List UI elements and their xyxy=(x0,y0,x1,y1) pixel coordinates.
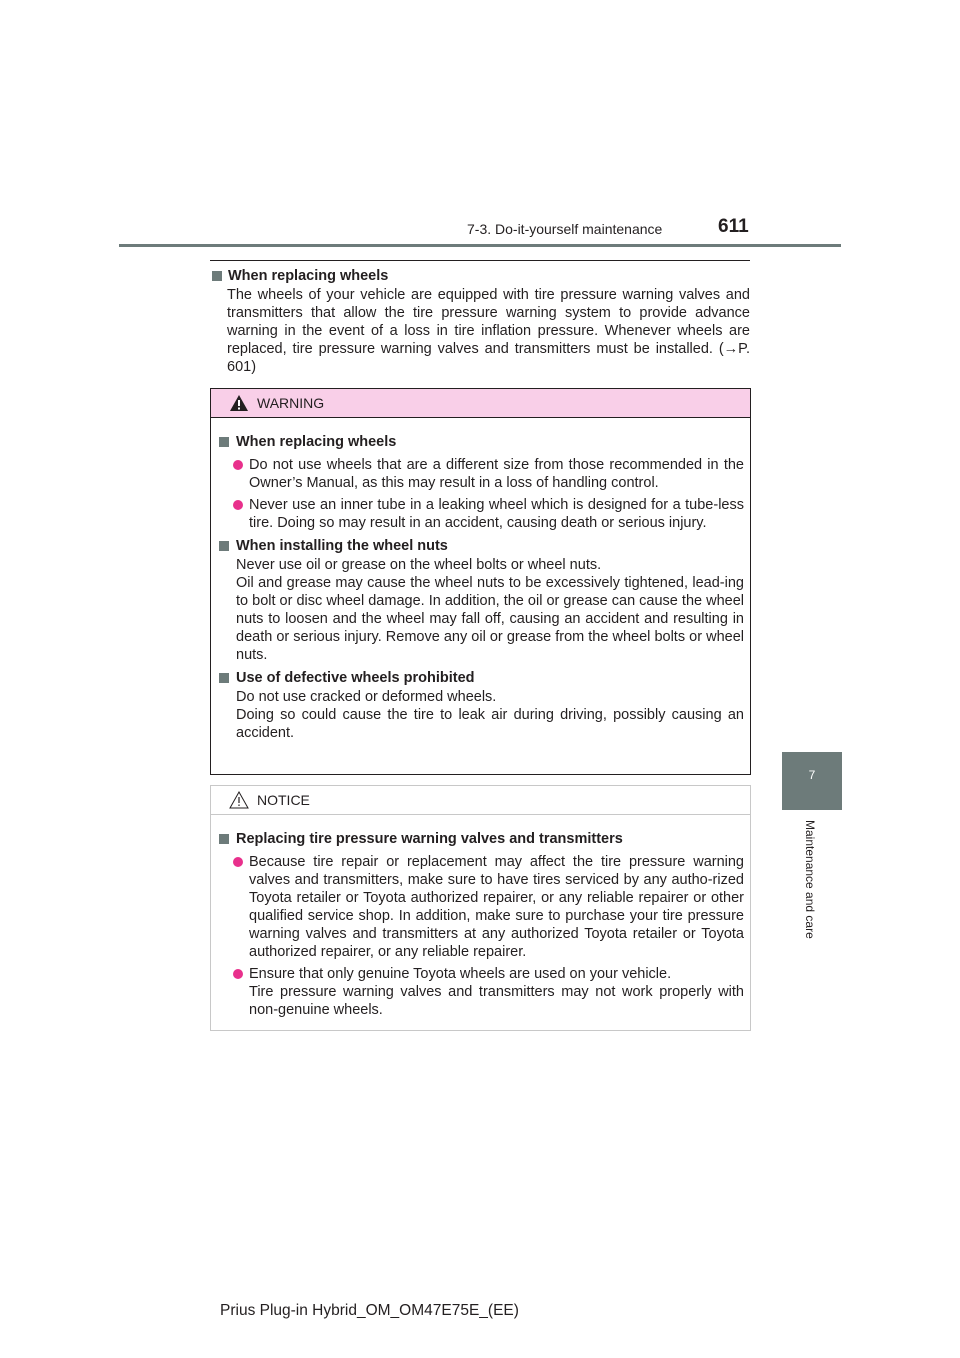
warning-triangle-icon xyxy=(229,394,249,412)
warning-heading-text: When replacing wheels xyxy=(236,434,397,450)
top-rule xyxy=(210,260,750,261)
notice-box xyxy=(210,785,751,1031)
warning-paragraph: Doing so could cause the tire to leak air during driving, possibly causing an accident. xyxy=(236,707,744,741)
notice-bullet-continuation xyxy=(232,983,744,1019)
notice-bullet-text: Ensure that only genuine Toyota wheels are used on your vehicle. xyxy=(249,966,672,982)
warning-box xyxy=(210,388,751,775)
round-bullet-icon xyxy=(233,500,243,510)
warning-heading-wheel-nuts xyxy=(218,536,744,556)
notice-heading xyxy=(218,829,744,849)
notice-heading-text: Replacing tire pressure warning valves and transmitters xyxy=(236,831,623,847)
round-bullet-icon xyxy=(233,460,243,470)
square-bullet-icon xyxy=(212,271,222,281)
square-bullet-icon xyxy=(219,541,229,551)
chapter-thumb-tab xyxy=(782,752,842,810)
square-bullet-icon xyxy=(219,834,229,844)
square-bullet-icon xyxy=(219,437,229,447)
notice-triangle-icon xyxy=(229,791,249,809)
intro-heading xyxy=(210,266,750,286)
intro-heading-text: When replacing wheels xyxy=(228,268,389,284)
intro-section xyxy=(210,266,750,376)
warning-bullet-text: Do not use wheels that are a different size from those recommended in the Owner’s Manual, as this may result in a loss of handling control. xyxy=(249,457,744,491)
notice-continuation-text: Tire pressure warning valves and transmitters may not work properly with non-genuine wheels. xyxy=(249,984,744,1018)
warning-heading-defective-wheels xyxy=(218,668,744,688)
intro-paragraph: The wheels of your vehicle are equipped with tire pressure warning valves and transmitters that allow the tire pressure warning system to provide advance warning in the event of a loss in tire inflation pressure. Whenever wheels are replaced, tire pressure warning valves and transmitters must be installed. (→P. 601) xyxy=(227,287,750,375)
chapter-number: 7 xyxy=(808,768,816,782)
warning-body xyxy=(211,418,750,742)
warning-title-bar xyxy=(211,389,750,418)
notice-bullet-item xyxy=(232,965,744,983)
round-bullet-icon xyxy=(233,969,243,979)
notice-body xyxy=(211,815,750,1019)
warning-heading-text: Use of defective wheels prohibited xyxy=(236,670,475,686)
warning-bullet-item xyxy=(232,456,744,492)
warning-heading-replacing-wheels xyxy=(218,432,744,452)
round-bullet-icon xyxy=(233,857,243,867)
header-rule xyxy=(119,244,841,247)
warning-heading-text: When installing the wheel nuts xyxy=(236,538,448,554)
notice-bullet-text: Because tire repair or replacement may affect the tire pressure warning valves and transmitters, make sure to have tires serviced by any autho-rized Toyota retailer or Toyota authorized repairer, or any reliable repairer or other qualified service shop. In addition, make sure to purchase your tire pressure warning valves and transmitters at any authorized Toyota retailer or Toyota authorized repairer, or any reliable repairer. xyxy=(249,854,744,960)
warning-paragraph: Never use oil or grease on the wheel bolts or wheel nuts. xyxy=(236,557,602,573)
chapter-label: Maintenance and care xyxy=(803,820,817,939)
warning-paragraph: Oil and grease may cause the wheel nuts to be excessively tightened, lead-ing to bolt or disc wheel damage. In addition, the oil or grease can cause the wheel nuts to loosen and the wheel may fall off, causing an accident and resulting in death or serious injury. Remove any oil or grease from the wheel bolts or wheel nuts. xyxy=(236,575,744,663)
warning-bullet-item xyxy=(232,496,744,532)
square-bullet-icon xyxy=(219,673,229,683)
warning-title: WARNING xyxy=(257,395,325,411)
warning-bullet-text: Never use an inner tube in a leaking wheel which is designed for a tube-less tire. Doing so may result in an accident, causing death or serious injury. xyxy=(249,497,744,531)
header-section-title: 7-3. Do-it-yourself maintenance xyxy=(467,221,663,237)
notice-title: NOTICE xyxy=(257,792,310,808)
warning-paragraph: Do not use cracked or deformed wheels. xyxy=(236,689,497,705)
footer-document-id: Prius Plug-in Hybrid_OM_OM47E75E_(EE) xyxy=(220,1302,519,1319)
notice-title-bar xyxy=(211,786,750,815)
notice-bullet-item xyxy=(232,853,744,961)
page-number: 611 xyxy=(718,216,749,237)
